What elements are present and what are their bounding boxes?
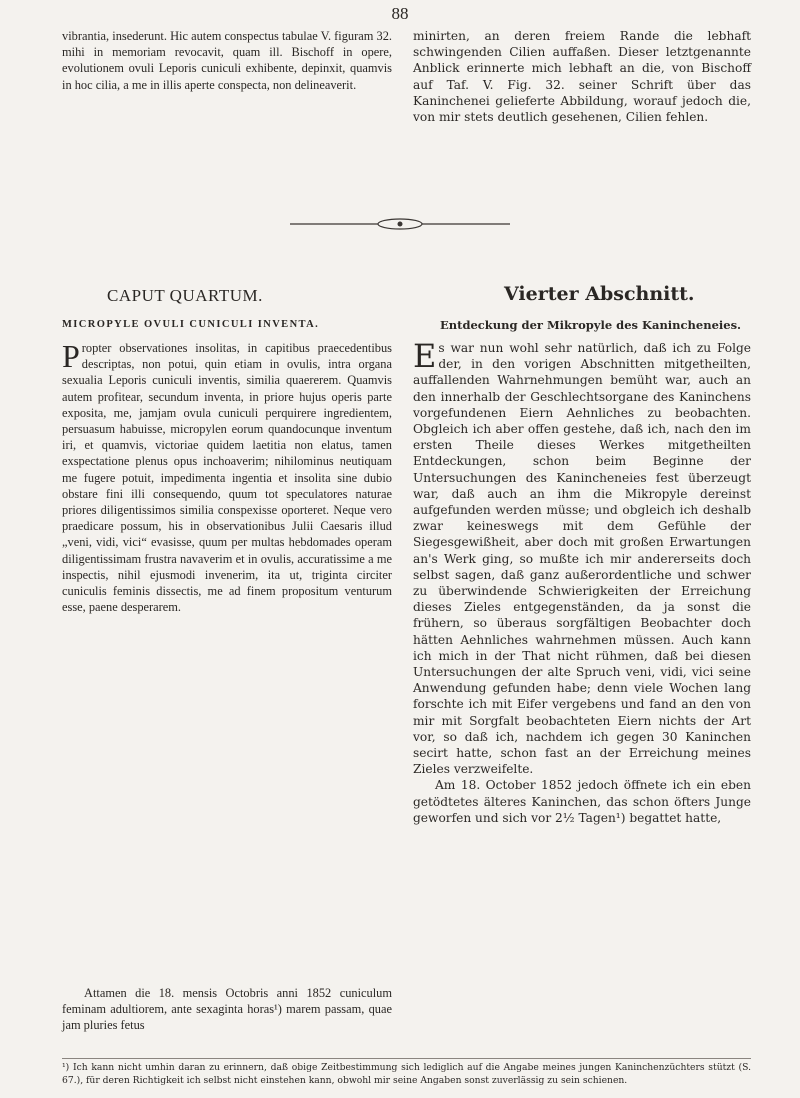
page-number: 88 (391, 4, 409, 23)
latin-body-column-2 (62, 985, 392, 1034)
latin-drop-cap: P (62, 338, 80, 374)
latin-paragraph-2: Attamen die 18. mensis Octobris anni 1852 cuniculum feminam adultiorem, ante sexaginta horas¹) marem passam, quae jam pluries fetus (62, 986, 392, 1033)
latin-paragraph-1-text: ropter observationes insolitas, in capitibus praecedentibus descriptas, non potui, quin etiam in ovulis, intra organa sexualia Leporis cuniculi inventis, similia quaererem. Quamvis autem profitear, secundum inventa, in priore hujus operis parte exposita, me, jamjam ovula cuniculi perquirere ingredientem, persuasum habuisse, micropylen eorum quandocunque inventum iri, et quamvis, victoriae quidem laetitia non elatus, tamen exspectatione plenus opus inchoaverim; nihilominus neutiquam me fugere potuit, impedimenta ingentia et insolita sine dubio obstare fini illi consequendo, quum tot speculatores naturae priores diligentissimos similia conspexisse oporteret. Neque vero praedicare possum, his in observationibus Julii Caesaris illud „veni, vidi, vici“ evasisse, quum per multas hebdomades operam diligentissimam frustra navaverim et in ovulis, accuratissime a me inspectis, nihil ejusmodi invenerim, ita ut, triginta circiter cuniculis feminis dissectis, me ad finem propositum venturum esse, paene desperarem. (62, 341, 392, 615)
german-top-paragraph (413, 28, 751, 125)
german-top-text: minirten, an deren freiem Rande die lebhaft schwingenden Cilien auffaßen. Dieser letztgenannte Anblick erinnerte mich lebhaft an die, von Bischoff auf Taf. V. Fig. 32. seiner Schrift über das Kaninchenei gelieferte Abbildung, worauf jedoch die, von mir stets deutlich gesehenen, Cilien fehlen. (413, 29, 751, 125)
german-body-column (413, 337, 751, 1045)
chapter-title-german: Vierter Abschnitt. (504, 283, 695, 305)
latin-top-paragraph (62, 28, 392, 93)
chapter-subtitle-latin: MICROPYLE OVULI CUNICULI INVENTA. (62, 319, 320, 330)
chapter-subtitle-german: Entdeckung der Mikropyle des Kanincheneies. (440, 318, 742, 332)
footnote-divider (62, 1058, 751, 1059)
ornament-divider (290, 217, 510, 231)
german-paragraph-2: Am 18. October 1852 jedoch öffnete ich ein eben getödtetes älteres Kaninchen, das schon öfters Junge geworfen und sich vor 2½ Tagen¹) begattet hatte, (413, 778, 751, 825)
german-paragraph-1 (413, 337, 751, 777)
latin-body-column (62, 340, 392, 950)
german-drop-cap: E (413, 337, 437, 375)
chapter-title-latin: CAPUT QUARTUM. (107, 286, 263, 305)
latin-top-text: vibrantia, insederunt. Hic autem conspectus tabulae V. figuram 32. mihi in memoriam revocavit, quam ill. Bischoff in opere, evolutionem ovuli Leporis cuniculi exhibente, depinxit, quamvis in hoc cilia, a me in illis aperte conspecta, non delineaverit. (62, 29, 392, 92)
footnote: ¹) Ich kann nicht umhin daran zu erinnern, daß obige Zeitbestimmung sich lediglich auf die Angabe meines jungen Kaninchenzüchters stützt (S. 67.), für deren Richtigkeit ich selbst nicht einstehen kann, obwohl mir seine Angaben sonst zuverlässig zu sein schienen. (62, 1062, 751, 1086)
latin-paragraph-1 (62, 340, 392, 615)
german-paragraph-1-text: s war nun wohl sehr natürlich, daß ich zu Folge der, in den vorigen Abschnitten mitgetheilten, auffallenden Wahrnehmungen bemüht war, auch an den innerhalb der Geschlechtsorgane des Kaninchens vorgefundenen Eiern Aehnliches zu beobachten. Obgleich ich aber offen gestehe, daß ich, nach den im ersten Theile dieses Werkes mitgetheilten Entdeckungen, schon beim Beginne der Untersuchungen des Kanincheneies fest überzeugt war, daß auch an ihm die Mikropyle dereinst aufgefunden werden müsse; und obgleich ich deshalb zwar keineswegs mit dem Gefühle der Siegesgewißheit, aber doch mit großen Erwartungen an's Werk ging, so mußte ich mir andererseits doch selbst sagen, daß ganz außerordentliche und schwer zu überwindende Schwierigkeiten der Erreichung dieses Zieles entgegenständen, da ja sonst die frühern, so überaus sorgfältigen Beobachter doch hätten Aehnliches wahrnehmen müssen. Auch kann ich mich in der That nicht rühmen, daß bei diesen Untersuchungen der alte Spruch veni, vidi, vici seine Anwendung gefunden habe; denn viele Wochen lang forschte ich mit Eifer vergebens und fand an den von mir mit Sorgfalt beobachteten Eiern nichts der Art vor, so daß ich, nachdem ich gegen 30 Kaninchen secirt hatte, schon fast an der Erreichung meines Zieles verzweifelte. (413, 341, 751, 777)
